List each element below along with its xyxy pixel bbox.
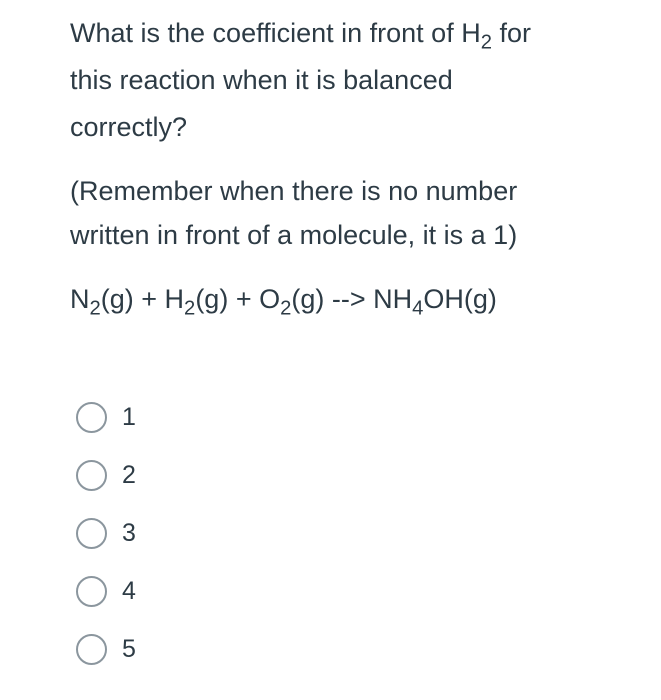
equation-nh-subscript: 4	[412, 297, 424, 320]
answer-label[interactable]: 1	[122, 402, 136, 431]
question-note-line-2: written in front of a molecule, it is a 1)	[70, 220, 518, 250]
question-line-2: this reaction when it is balanced	[70, 65, 453, 95]
question-line-1-end: for	[491, 18, 531, 48]
answer-options	[76, 388, 136, 678]
answer-option-1[interactable]	[76, 388, 136, 446]
equation-o-subscript: 2	[280, 297, 292, 320]
equation-h-phase: (g) + O	[195, 284, 281, 314]
radio-button-icon[interactable]	[76, 634, 107, 665]
equation-n: N	[70, 284, 90, 314]
radio-button-icon[interactable]	[76, 460, 107, 491]
question-line-3: correctly?	[70, 112, 188, 142]
question-text	[70, 10, 630, 321]
answer-label[interactable]: 5	[122, 634, 136, 663]
equation-tail: OH(g)	[423, 284, 497, 314]
equation-o-phase: (g) --> NH	[291, 284, 413, 314]
equation-n-phase: (g) + H	[100, 284, 185, 314]
answer-option-5[interactable]	[76, 620, 136, 678]
equation-n-subscript: 2	[89, 297, 101, 320]
chemical-equation	[70, 277, 630, 321]
answer-label[interactable]: 2	[122, 460, 136, 489]
answer-option-2[interactable]	[76, 446, 136, 504]
radio-button-icon[interactable]	[76, 402, 107, 433]
question-h-subscript: 2	[480, 31, 492, 54]
question-note-line-1: (Remember when there is no number	[70, 176, 518, 206]
equation-h-subscript: 2	[184, 297, 196, 320]
answer-option-4[interactable]	[76, 562, 136, 620]
question-line-1	[70, 10, 630, 57]
radio-button-icon[interactable]	[76, 518, 107, 549]
question-note	[70, 169, 630, 257]
answer-option-3[interactable]	[76, 504, 136, 562]
answer-label[interactable]: 4	[122, 576, 136, 605]
radio-button-icon[interactable]	[76, 576, 107, 607]
answer-label[interactable]: 3	[122, 518, 136, 547]
question-line-1-text: What is the coefficient in front of H	[70, 18, 481, 48]
